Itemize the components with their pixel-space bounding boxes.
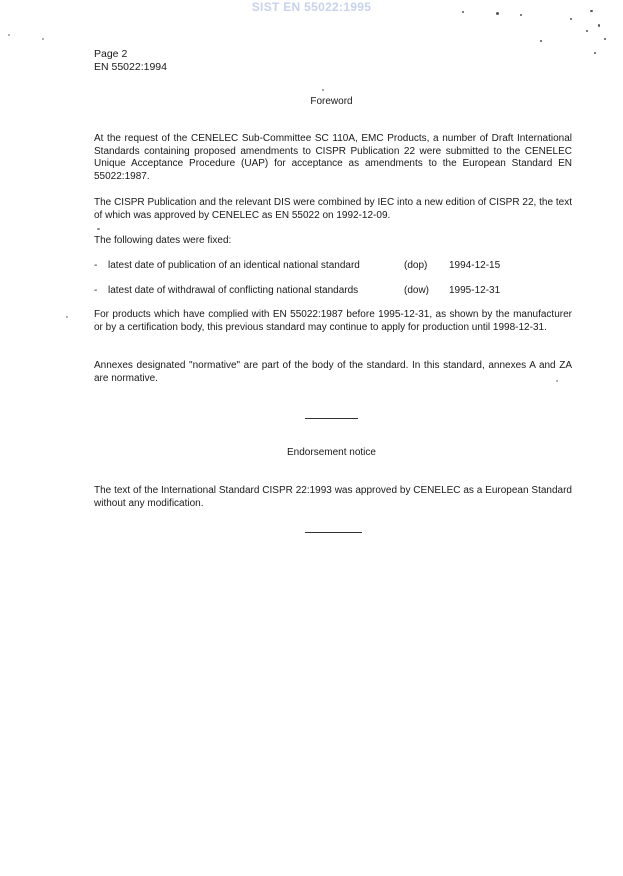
scan-speck: [42, 38, 44, 40]
date-value: 1994-12-15: [449, 260, 501, 271]
scan-speck: [604, 38, 606, 40]
scan-speck: [586, 30, 588, 32]
date-value: 1995-12-31: [449, 285, 501, 296]
scan-speck: [570, 18, 572, 20]
dates-intro: The following dates were fixed:: [94, 235, 232, 246]
scan-speck: [556, 380, 558, 382]
scan-speck: [496, 12, 499, 15]
section-divider: [305, 418, 358, 419]
scan-speck: [97, 228, 100, 230]
scan-speck: [520, 14, 522, 16]
date-code: (dow): [404, 285, 430, 296]
scan-speck: [590, 10, 593, 12]
scan-speck: [540, 40, 542, 42]
scan-speck: [8, 34, 10, 36]
scan-speck: [594, 52, 596, 54]
date-code: (dop): [404, 260, 428, 271]
page-header: [94, 48, 167, 74]
foreword-heading: Foreword: [310, 96, 353, 107]
list-bullet: -: [94, 285, 98, 296]
endorsement-paragraph: The text of the International Standard CISPR 22:1993 was approved by CENELEC as a European Standard without any modification.: [94, 485, 572, 509]
foreword-paragraph-3: For products which have complied with EN 55022:1987 before 1995-12-31, as shown by the manufacturer or by a certification body, this previous standard may continue to apply for production until 1998-12-31.: [94, 309, 572, 333]
scan-speck: [322, 89, 324, 91]
foreword-paragraph-4: Annexes designated "normative" are part of the body of the standard. In this standard, annexes A and ZA are normative.: [94, 360, 572, 384]
page-number: Page 2: [94, 48, 128, 60]
document-watermark: SIST EN 55022:1995: [251, 0, 372, 14]
standard-id: EN 55022:1994: [94, 61, 167, 73]
scan-speck: [66, 316, 68, 318]
scan-speck: [598, 24, 600, 27]
scan-speck: [462, 11, 464, 13]
date-description: latest date of publication of an identical national standard: [108, 260, 360, 271]
date-description: latest date of withdrawal of conflicting national standards: [108, 285, 359, 296]
endorsement-heading: Endorsement notice: [287, 447, 376, 458]
list-bullet: -: [94, 260, 98, 271]
foreword-paragraph-1: At the request of the CENELEC Sub-Committee SC 110A, EMC Products, a number of Draft International Standards containing proposed amendments to CISPR Publication 22 were submitted to the CENELEC Unique Acceptance Procedure (UAP) for acceptance as amendments to the European Standard EN 55022:1987.: [94, 133, 572, 182]
foreword-paragraph-2: The CISPR Publication and the relevant DIS were combined by IEC into a new edition of CISPR 22, the text of which was approved by CENELEC as EN 55022 on 1992-12-09.: [94, 197, 572, 221]
section-divider: [305, 532, 362, 533]
